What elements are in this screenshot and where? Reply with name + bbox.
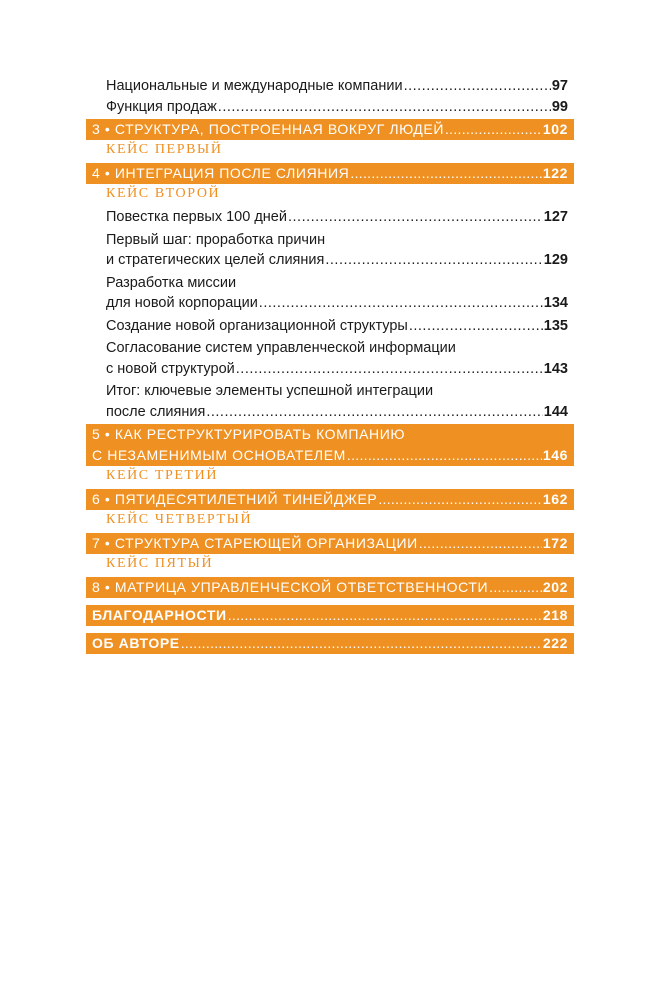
case-label: КЕЙС ЧЕТВЕРТЫЙ xyxy=(106,512,253,527)
entry-title: Национальные и международные компании xyxy=(106,78,403,94)
table-of-contents xyxy=(86,76,574,654)
dot-leader xyxy=(236,359,543,380)
entry-title: Повестка первых 100 дней xyxy=(106,209,287,225)
entry-title: после слияния xyxy=(106,403,206,420)
page-number: 99 xyxy=(551,98,568,115)
page-number: 134 xyxy=(543,295,568,311)
toc-entry-companies[interactable] xyxy=(86,76,574,97)
chapter-title: БЛАГОДАРНОСТИ xyxy=(92,607,227,623)
toc-entry-100-days[interactable] xyxy=(86,207,574,228)
entry-title-line: Итог: ключевые элементы успешной интеграции xyxy=(106,383,434,399)
toc-entry-summary[interactable] xyxy=(86,381,574,422)
chapter-8-bar[interactable] xyxy=(86,577,574,598)
chapter-title: 8 • МАТРИЦА УПРАВЛЕНЧЕСКОЙ ОТВЕТСТВЕННОСТИ xyxy=(92,579,489,595)
toc-entry-sales[interactable] xyxy=(86,97,574,118)
chapter-3-bar[interactable] xyxy=(86,119,574,140)
entry-title: для новой корпорации xyxy=(106,295,258,311)
entry-title-line: Первый шаг: проработка причин xyxy=(106,231,326,248)
page-number: 143 xyxy=(543,360,568,377)
acknowledgements-bar[interactable] xyxy=(86,605,574,626)
entry-title: и стратегических целей слияния xyxy=(106,252,325,268)
page-number: 122 xyxy=(542,165,568,181)
dot-leader xyxy=(409,316,543,337)
toc-entry-first-step[interactable] xyxy=(86,230,574,271)
dot-leader xyxy=(404,76,551,97)
chapter-6-bar[interactable] xyxy=(86,489,574,510)
page-number: 202 xyxy=(542,579,568,595)
case-label: КЕЙС ВТОРОЙ xyxy=(106,186,221,201)
page-number: 102 xyxy=(542,121,568,137)
dot-leader xyxy=(325,250,542,271)
page-number: 97 xyxy=(551,78,568,94)
entry-title: Функция продаж xyxy=(106,98,217,115)
dot-leader xyxy=(489,577,542,598)
entry-title-line: Согласование систем управленческой информации xyxy=(106,340,456,356)
dot-leader xyxy=(259,293,543,314)
chapter-title: ОБ АВТОРЕ xyxy=(92,635,180,651)
chapter-title: 7 • СТРУКТУРА СТАРЕЮЩЕЙ ОРГАНИЗАЦИИ xyxy=(92,535,418,551)
page-number: 162 xyxy=(542,491,568,507)
case-label: КЕЙС ПЕРВЫЙ xyxy=(106,142,223,157)
dot-leader xyxy=(206,402,542,423)
page-number: 135 xyxy=(543,317,568,334)
dot-leader xyxy=(181,633,542,654)
case-label: КЕЙС ТРЕТИЙ xyxy=(106,468,219,483)
chapter-title: С НЕЗАМЕНИМЫМ ОСНОВАТЕЛЕМ xyxy=(92,447,346,463)
chapter-title: 4 • ИНТЕГРАЦИЯ ПОСЛЕ СЛИЯНИЯ xyxy=(92,165,350,181)
dot-leader xyxy=(350,163,541,184)
toc-entry-mission[interactable] xyxy=(86,273,574,314)
chapter-title: 6 • ПЯТИДЕСЯТИЛЕТНИЙ ТИНЕЙДЖЕР xyxy=(92,491,378,507)
dot-leader xyxy=(378,489,542,510)
chapter-7-bar[interactable] xyxy=(86,533,574,554)
dot-leader xyxy=(347,445,542,466)
page-number: 127 xyxy=(543,209,568,225)
dot-leader xyxy=(288,207,543,228)
entry-title-line: Разработка миссии xyxy=(106,274,237,291)
page-number: 172 xyxy=(542,535,568,551)
page-number: 129 xyxy=(543,252,568,268)
dot-leader xyxy=(445,119,542,140)
toc-entry-info-systems[interactable] xyxy=(86,338,574,379)
page-number: 218 xyxy=(542,607,568,623)
page-number: 222 xyxy=(542,635,568,651)
chapter-4-bar[interactable] xyxy=(86,163,574,184)
page-number: 146 xyxy=(542,447,568,463)
dot-leader xyxy=(419,533,542,554)
page-number: 144 xyxy=(543,403,568,420)
entry-title: с новой структурой xyxy=(106,360,235,377)
chapter-title: 3 • СТРУКТУРА, ПОСТРОЕННАЯ ВОКРУГ ЛЮДЕЙ xyxy=(92,121,444,137)
case-label: КЕЙС ПЯТЫЙ xyxy=(106,556,214,571)
about-author-bar[interactable] xyxy=(86,633,574,654)
entry-title: Создание новой организационной структуры xyxy=(106,317,408,334)
toc-entry-new-structure[interactable] xyxy=(86,316,574,337)
dot-leader xyxy=(218,97,551,118)
dot-leader xyxy=(228,605,542,626)
chapter-title-line: 5 • КАК РЕСТРУКТУРИРОВАТЬ КОМПАНИЮ xyxy=(92,426,406,442)
chapter-5-bar[interactable] xyxy=(86,424,574,466)
